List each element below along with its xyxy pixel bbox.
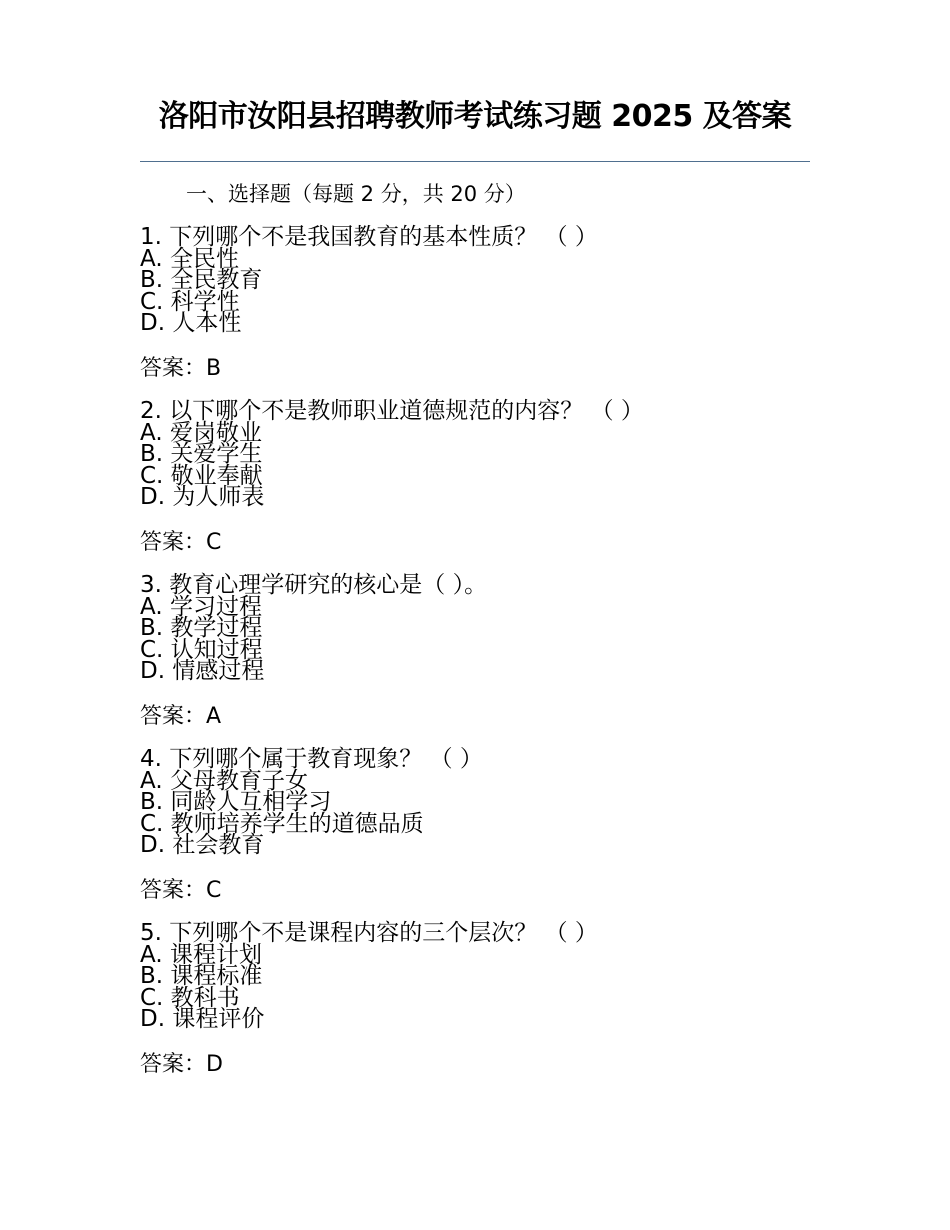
option-d: D. 人本性 <box>140 310 242 336</box>
option-b: B. 全民教育 <box>140 267 263 293</box>
document-title: 洛阳市汝阳县招聘教师考试练习题 2025 及答案 <box>158 99 792 134</box>
title-underline <box>140 161 810 162</box>
question-1 <box>140 224 800 383</box>
option-c: C. 科学性 <box>140 288 240 315</box>
option-c: C. 教师培养学生的道德品质 <box>140 810 424 837</box>
option-c: C. 认知过程 <box>140 636 263 663</box>
option-d: D. 课程评价 <box>140 1006 265 1032</box>
question-2 <box>140 398 800 557</box>
option-d: D. 为人师表 <box>140 484 265 510</box>
section-heading: 一、选择题（每题 2 分，共 20 分） <box>186 182 526 206</box>
option-d: D. 社会教育 <box>140 832 265 858</box>
option-a: A. 课程计划 <box>140 941 262 968</box>
question-stem: 4. 下列哪个属于教育现象？ （ ） <box>140 746 483 772</box>
question-stem: 3. 教育心理学研究的核心是（ ）。 <box>140 572 488 598</box>
option-c: C. 敬业奉献 <box>140 462 263 489</box>
question-stem: 5. 下列哪个不是课程内容的三个层次？ （ ） <box>140 920 598 946</box>
question-stem: 2. 以下哪个不是教师职业道德规范的内容？ （ ） <box>140 398 644 424</box>
option-a: A. 学习过程 <box>140 593 262 620</box>
option-d: D. 情感过程 <box>140 658 265 684</box>
option-a: A. 全民性 <box>140 245 239 272</box>
question-4 <box>140 746 800 905</box>
question-5 <box>140 920 800 1079</box>
question-3 <box>140 572 800 731</box>
answer: 答案：D <box>140 1051 223 1077</box>
question-stem: 1. 下列哪个不是我国教育的基本性质？ （ ） <box>140 224 598 250</box>
option-b: B. 关爱学生 <box>140 441 263 467</box>
answer: 答案：C <box>140 529 222 555</box>
option-a: A. 爱岗敬业 <box>140 419 262 446</box>
option-b: B. 课程标准 <box>140 963 263 989</box>
option-b: B. 教学过程 <box>140 615 263 641</box>
option-a: A. 父母教育子女 <box>140 767 308 794</box>
answer: 答案：C <box>140 877 222 903</box>
answer: 答案：B <box>140 355 222 381</box>
option-c: C. 教科书 <box>140 984 240 1011</box>
option-b: B. 同龄人互相学习 <box>140 789 332 815</box>
answer: 答案：A <box>140 703 222 729</box>
